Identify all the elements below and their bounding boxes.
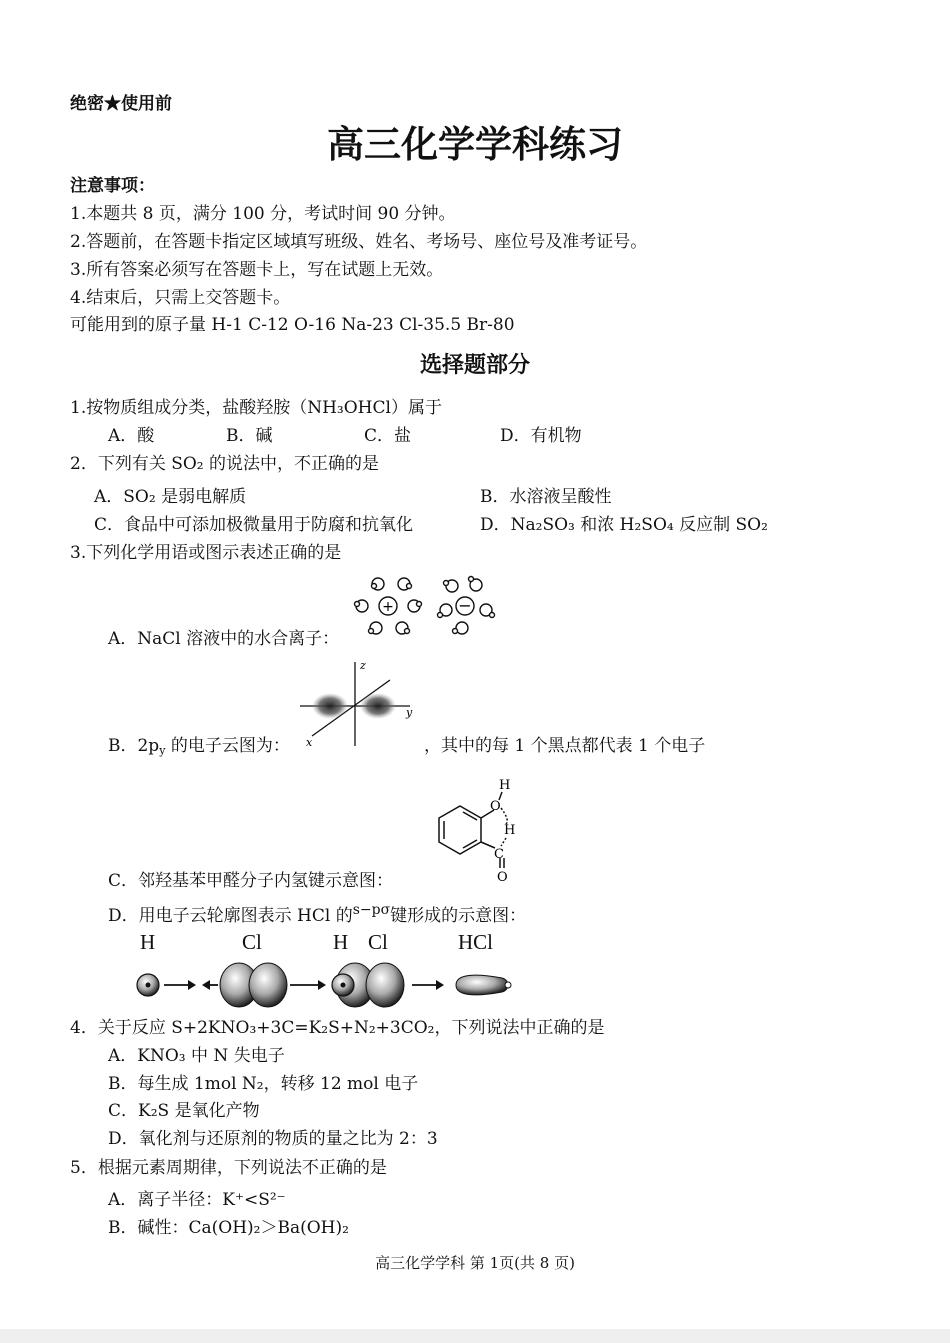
q1-option-c: C．盐 bbox=[364, 426, 412, 446]
q4-option-d: D．氧化剂与还原剂的物质的量之比为 2：3 bbox=[108, 1129, 438, 1149]
q2-stem: 2．下列有关 SO₂ 的说法中，不正确的是 bbox=[70, 454, 380, 474]
q3-stem: 3.下列化学用语或图示表述正确的是 bbox=[70, 543, 342, 563]
q2-option-c: C．食品中可添加极微量用于防腐和抗氧化 bbox=[94, 515, 414, 535]
svg-text:z: z bbox=[360, 659, 366, 672]
svg-text:+: + bbox=[382, 599, 394, 615]
orbital-label-cl: Cl bbox=[368, 930, 388, 954]
p-orbital-lobe bbox=[249, 963, 287, 1007]
q2-option-a: A．SO₂ 是弱电解质 bbox=[94, 487, 247, 507]
q2-option-d: D．Na₂SO₃ 和浓 H₂SO₄ 反应制 SO₂ bbox=[480, 515, 768, 535]
svg-text:−: − bbox=[458, 596, 472, 615]
svg-text:C: C bbox=[494, 847, 504, 862]
q1-option-d: D．有机物 bbox=[500, 426, 582, 446]
notice-heading: 注意事项： bbox=[70, 176, 155, 196]
q3-option-b-tail: ，其中的每 1 个黑点都代表 1 个电子 bbox=[424, 736, 706, 756]
svg-text:x: x bbox=[306, 736, 313, 749]
q4-option-a: A．KNO₃ 中 N 失电子 bbox=[108, 1046, 285, 1066]
q2-option-b: B．水溶液呈酸性 bbox=[480, 487, 612, 507]
q4-option-b: B．每生成 1mol N₂，转移 12 mol 电子 bbox=[108, 1074, 419, 1094]
orbital-label-h: H bbox=[140, 930, 156, 954]
hydrated-ions-diagram bbox=[350, 574, 500, 640]
orbital-label-cl: Cl bbox=[242, 930, 262, 954]
svg-text:O: O bbox=[497, 870, 508, 885]
q5-option-b: B．碱性：Ca(OH)₂＞Ba(OH)₂ bbox=[108, 1218, 349, 1238]
q3-option-a: A．NaCl 溶液中的水合离子： bbox=[108, 629, 340, 649]
q4-option-c: C．K₂S 是氧化产物 bbox=[108, 1101, 260, 1121]
q3-option-b: B．$2p_y$ 的电子云图为： bbox=[108, 736, 290, 757]
electron-cloud-diagram bbox=[298, 658, 418, 750]
svg-text:O: O bbox=[490, 799, 501, 814]
svg-text:H: H bbox=[504, 823, 516, 838]
molecule-structure bbox=[420, 774, 530, 886]
q3-option-d: D．用电子云轮廓图表示 HCl 的$^{s-p\sigma}$键形成的示意图： bbox=[108, 902, 527, 926]
svg-text:H: H bbox=[499, 778, 511, 793]
svg-text:y: y bbox=[406, 706, 413, 719]
cloud-lobe bbox=[312, 693, 348, 719]
q1-option-a: A．酸 bbox=[108, 426, 155, 446]
q4-stem: 4．关于反应 S+2KNO₃+3C=K₂S+N₂+3CO₂，下列说法中正确的是 bbox=[70, 1018, 605, 1038]
q1-stem: 1.按物质组成分类，盐酸羟胺（NH₃OHCl）属于 bbox=[70, 398, 442, 418]
q5-option-a: A．离子半径：K⁺<S²⁻ bbox=[108, 1190, 286, 1210]
section-title: 选择题部分 bbox=[419, 352, 530, 378]
orbital-label-h: H bbox=[333, 930, 349, 954]
page-title: 高三化学学科练习 bbox=[327, 122, 623, 166]
cloud-lobe bbox=[360, 693, 396, 719]
q5-stem: 5．根据元素周期律，下列说法不正确的是 bbox=[70, 1158, 387, 1178]
notice-item: 2.答题前，在答题卡指定区域填写班级、姓名、考场号、座位号及准考证号。 bbox=[70, 232, 648, 252]
q1-option-b: B．碱 bbox=[226, 426, 273, 446]
notice-item: 4.结束后，只需上交答题卡。 bbox=[70, 288, 291, 308]
q3-option-c: C．邻羟基苯甲醛分子内氢键示意图： bbox=[108, 871, 394, 891]
atomic-masses: 可能用到的原子量 H-1 C-12 O-16 Na-23 Cl-35.5 Br-80 bbox=[70, 315, 515, 335]
bottom-edge bbox=[0, 1329, 950, 1343]
sigma-bond-orbital bbox=[456, 975, 508, 995]
notice-item: 1.本题共 8 页，满分 100 分，考试时间 90 分钟。 bbox=[70, 204, 456, 224]
orbital-label-hcl: HCl bbox=[458, 930, 494, 954]
orbital-overlap-diagram bbox=[130, 958, 530, 1012]
notice-item: 3.所有答案必须写在答题卡上，写在试题上无效。 bbox=[70, 260, 444, 280]
secret-label: 绝密★使用前 bbox=[70, 94, 172, 114]
page-footer: 高三化学学科 第 1页(共 8 页) bbox=[375, 1254, 575, 1272]
